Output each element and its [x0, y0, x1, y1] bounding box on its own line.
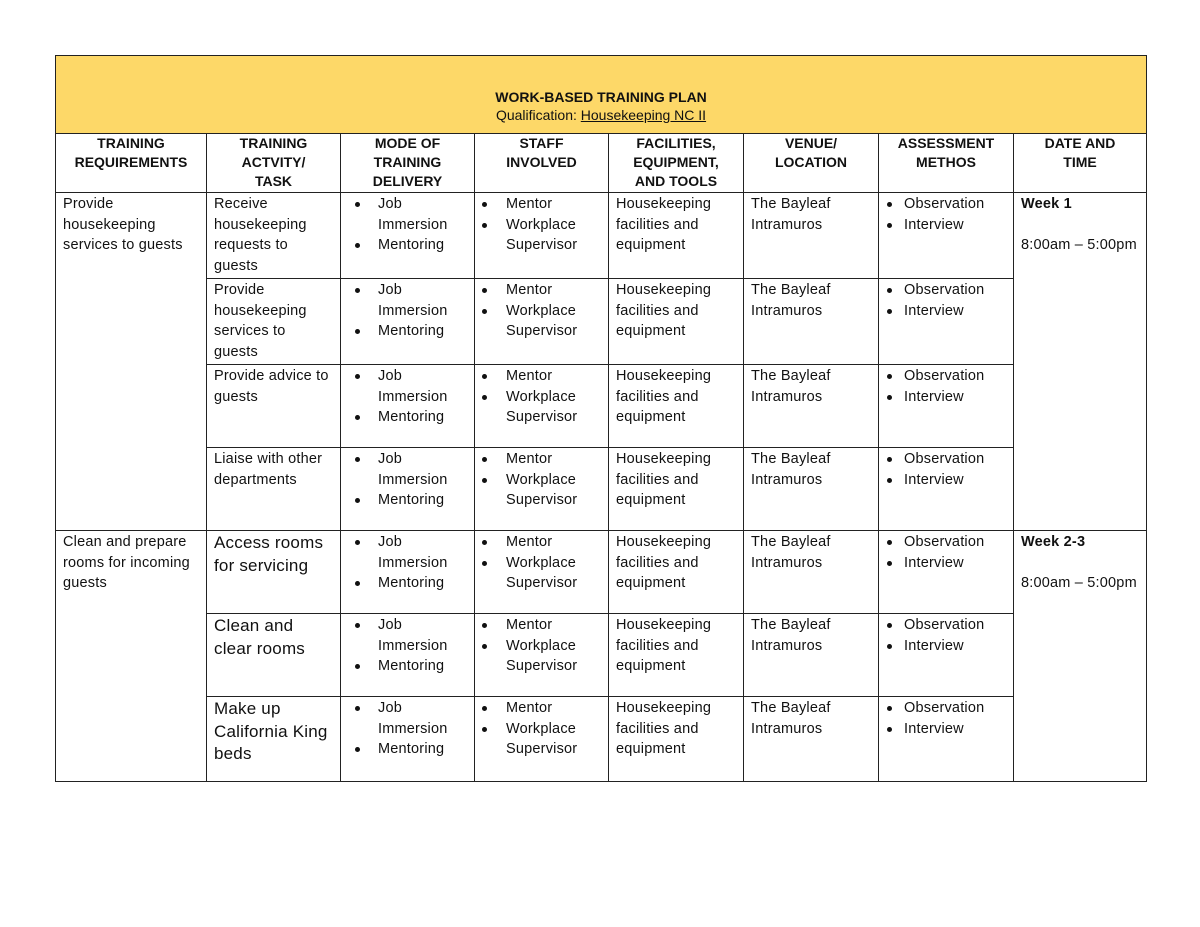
assessment-item: [879, 387, 1013, 408]
table-row: [56, 614, 1147, 697]
staff-text: Workplace Supervisor: [506, 471, 578, 508]
spacer: [1021, 215, 1139, 235]
assessment-cell: [879, 614, 1014, 697]
staff-list: [475, 193, 608, 256]
spacer: [1021, 553, 1139, 573]
header-training-activity: TRAINING ACTVITY/ TASK: [207, 134, 341, 193]
bullet-icon: [887, 727, 892, 732]
assessment-text: Interview: [904, 637, 964, 654]
staff-item: [475, 280, 608, 301]
activity-cell: [207, 279, 341, 365]
bullet-icon: [355, 457, 360, 462]
venue-text: The Bayleaf Intramuros: [751, 451, 831, 488]
date-time-cell: [1014, 531, 1147, 782]
bullet-icon: [482, 288, 487, 293]
staff-list: [475, 531, 608, 594]
assessment-cell: [879, 193, 1014, 279]
date-time-content: [1014, 193, 1146, 255]
facilities-text: Housekeeping facilities and equipment: [616, 451, 712, 508]
bullet-icon: [887, 706, 892, 711]
bullet-icon: [887, 457, 892, 462]
bullet-icon: [482, 644, 487, 649]
staff-text: Mentor: [506, 196, 553, 212]
mode-list: [341, 193, 474, 256]
bullet-icon: [887, 478, 892, 483]
venue-cell: [744, 614, 879, 697]
mode-item: [341, 321, 474, 342]
bullet-icon: [887, 395, 892, 400]
training-requirement-cell: [56, 531, 207, 782]
bullet-icon: [887, 202, 892, 207]
assessment-item: [879, 215, 1013, 236]
staff-item: [475, 698, 608, 719]
bullet-icon: [355, 243, 360, 248]
facilities-cell: [609, 365, 744, 448]
week-label: Week 1: [1021, 196, 1072, 212]
week-label: Week 2-3: [1021, 534, 1086, 550]
staff-item: [475, 449, 608, 470]
assessment-list: [879, 614, 1013, 656]
mode-text: Job Immersion: [378, 617, 448, 654]
date-time-content: [1014, 531, 1146, 593]
bullet-icon: [482, 457, 487, 462]
mode-text: Mentoring: [378, 409, 445, 425]
staff-item: [475, 387, 608, 428]
staff-text: Workplace Supervisor: [506, 554, 578, 591]
assessment-item: [879, 280, 1013, 301]
bullet-icon: [482, 309, 487, 314]
mode-text: Job Immersion: [378, 282, 448, 319]
activity-cell: [207, 614, 341, 697]
mode-text: Job Immersion: [378, 451, 448, 488]
staff-text: Workplace Supervisor: [506, 720, 578, 757]
bullet-icon: [482, 540, 487, 545]
staff-list: [475, 279, 608, 342]
staff-item: [475, 301, 608, 342]
assessment-text: Observation: [904, 534, 985, 550]
mode-item: [341, 615, 474, 656]
header-date-time: DATE AND TIME: [1014, 134, 1147, 193]
staff-list: [475, 614, 608, 677]
mode-cell: [341, 193, 475, 279]
staff-cell: [475, 365, 609, 448]
bullet-icon: [355, 706, 360, 711]
assessment-text: Observation: [904, 282, 985, 298]
activity-cell: [207, 365, 341, 448]
qualification-label: Qualification:: [495, 106, 581, 123]
bullet-icon: [355, 498, 360, 503]
header-mode-of-delivery: MODE OF TRAINING DELIVERY: [341, 134, 475, 193]
staff-text: Mentor: [506, 617, 553, 633]
assessment-text: Interview: [904, 302, 964, 319]
bullet-icon: [887, 623, 892, 628]
header-facilities: FACILITIES, EQUIPMENT, AND TOOLS: [609, 134, 744, 193]
date-time-cell: [1014, 193, 1147, 531]
venue-cell: [744, 365, 879, 448]
assessment-item: [879, 553, 1013, 574]
mode-list: [341, 697, 474, 760]
venue-text: The Bayleaf Intramuros: [751, 368, 831, 405]
mode-cell: [341, 279, 475, 365]
assessment-text: Observation: [904, 196, 985, 212]
assessment-item: [879, 532, 1013, 553]
assessment-item: [879, 719, 1013, 740]
training-requirement-text: Provide housekeeping services to guests: [63, 196, 183, 253]
assessment-cell: [879, 531, 1014, 614]
facilities-text: Housekeeping facilities and equipment: [616, 368, 712, 425]
bullet-icon: [887, 644, 892, 649]
venue-text: The Bayleaf Intramuros: [751, 534, 831, 571]
staff-cell: [475, 279, 609, 365]
bullet-icon: [482, 561, 487, 566]
mode-text: Mentoring: [378, 237, 445, 253]
header-staff-involved: STAFF INVOLVED: [475, 134, 609, 193]
time-label: 8:00am – 5:00pm: [1021, 236, 1137, 253]
bullet-icon: [482, 706, 487, 711]
bullet-icon: [482, 395, 487, 400]
venue-text: The Bayleaf Intramuros: [751, 617, 831, 654]
staff-cell: [475, 614, 609, 697]
header-row: [56, 134, 1147, 193]
training-requirement-text: Clean and prepare rooms for incoming guests: [63, 534, 190, 591]
mode-item: [341, 449, 474, 490]
mode-text: Job Immersion: [378, 196, 448, 233]
table-row: [56, 448, 1147, 531]
mode-cell: [341, 697, 475, 782]
assessment-item: [879, 366, 1013, 387]
training-plan-table: [55, 55, 1147, 782]
bullet-icon: [355, 288, 360, 293]
staff-text: Mentor: [506, 534, 553, 550]
bullet-icon: [355, 581, 360, 586]
staff-item: [475, 615, 608, 636]
mode-item: [341, 235, 474, 256]
staff-item: [475, 366, 608, 387]
facilities-text: Housekeeping facilities and equipment: [616, 282, 712, 339]
assessment-text: Interview: [904, 388, 964, 405]
bullet-icon: [482, 623, 487, 628]
staff-item: [475, 215, 608, 256]
mode-text: Job Immersion: [378, 368, 448, 405]
staff-cell: [475, 531, 609, 614]
bullet-icon: [355, 540, 360, 545]
table-row: [56, 279, 1147, 365]
venue-text: The Bayleaf Intramuros: [751, 700, 831, 737]
assessment-item: [879, 194, 1013, 215]
staff-list: [475, 697, 608, 760]
bullet-icon: [355, 623, 360, 628]
facilities-text: Housekeeping facilities and equipment: [616, 700, 712, 757]
staff-text: Workplace Supervisor: [506, 302, 578, 339]
mode-text: Mentoring: [378, 658, 445, 674]
training-requirement-cell: [56, 193, 207, 531]
mode-item: [341, 490, 474, 511]
activity-text: Liaise with other departments: [214, 451, 323, 488]
activity-text: Provide housekeeping services to guests: [214, 282, 307, 360]
assessment-text: Observation: [904, 368, 985, 384]
facilities-cell: [609, 697, 744, 782]
assessment-item: [879, 449, 1013, 470]
bullet-icon: [355, 374, 360, 379]
assessment-item: [879, 301, 1013, 322]
assessment-cell: [879, 448, 1014, 531]
bullet-icon: [887, 374, 892, 379]
activity-text: Receive housekeeping requests to guests: [214, 196, 307, 274]
venue-text: The Bayleaf Intramuros: [751, 196, 831, 233]
assessment-list: [879, 193, 1013, 235]
staff-item: [475, 532, 608, 553]
bullet-icon: [482, 202, 487, 207]
activity-text: Clean and clear rooms: [214, 616, 306, 658]
plan-title: WORK-BASED TRAINING PLAN: [495, 88, 707, 105]
assessment-text: Interview: [904, 216, 964, 233]
facilities-cell: [609, 531, 744, 614]
table-row: [56, 193, 1147, 279]
assessment-item: [879, 636, 1013, 657]
assessment-text: Interview: [904, 720, 964, 737]
mode-text: Mentoring: [378, 323, 445, 339]
staff-item: [475, 553, 608, 594]
title-banner: [56, 56, 1147, 134]
staff-text: Mentor: [506, 368, 553, 384]
assessment-cell: [879, 697, 1014, 782]
bullet-icon: [482, 374, 487, 379]
assessment-text: Observation: [904, 617, 985, 633]
facilities-text: Housekeeping facilities and equipment: [616, 617, 712, 674]
bullet-icon: [887, 309, 892, 314]
facilities-cell: [609, 193, 744, 279]
staff-list: [475, 448, 608, 511]
assessment-text: Observation: [904, 700, 985, 716]
mode-item: [341, 280, 474, 321]
assessment-list: [879, 448, 1013, 490]
bullet-icon: [887, 561, 892, 566]
assessment-cell: [879, 279, 1014, 365]
assessment-list: [879, 697, 1013, 739]
qualification-line: [56, 107, 1146, 123]
mode-text: Mentoring: [378, 492, 445, 508]
venue-cell: [744, 448, 879, 531]
activity-cell: [207, 193, 341, 279]
mode-item: [341, 194, 474, 235]
bullet-icon: [355, 415, 360, 420]
facilities-cell: [609, 279, 744, 365]
mode-list: [341, 448, 474, 511]
mode-item: [341, 366, 474, 407]
mode-list: [341, 614, 474, 677]
bullet-icon: [887, 288, 892, 293]
staff-text: Workplace Supervisor: [506, 216, 578, 253]
mode-item: [341, 573, 474, 594]
venue-cell: [744, 697, 879, 782]
venue-cell: [744, 193, 879, 279]
bullet-icon: [482, 478, 487, 483]
bullet-icon: [482, 223, 487, 228]
table-row: [56, 365, 1147, 448]
staff-item: [475, 470, 608, 511]
activity-cell: [207, 531, 341, 614]
staff-cell: [475, 448, 609, 531]
activity-cell: [207, 448, 341, 531]
mode-item: [341, 407, 474, 428]
header-venue: VENUE/ LOCATION: [744, 134, 879, 193]
staff-item: [475, 719, 608, 760]
assessment-cell: [879, 365, 1014, 448]
table-row: [56, 531, 1147, 614]
header-training-requirements: TRAINING REQUIREMENTS: [56, 134, 207, 193]
qualification-value: Housekeeping NC II: [580, 106, 707, 123]
staff-text: Mentor: [506, 282, 553, 298]
mode-text: Job Immersion: [378, 534, 448, 571]
staff-item: [475, 194, 608, 215]
venue-text: The Bayleaf Intramuros: [751, 282, 831, 319]
header-assessment: ASSESSMENT METHOS: [879, 134, 1014, 193]
staff-text: Mentor: [506, 451, 553, 467]
staff-list: [475, 365, 608, 428]
mode-list: [341, 531, 474, 594]
venue-cell: [744, 531, 879, 614]
staff-text: Mentor: [506, 700, 553, 716]
table-row: [56, 697, 1147, 782]
mode-item: [341, 656, 474, 677]
mode-text: Job Immersion: [378, 700, 448, 737]
facilities-cell: [609, 448, 744, 531]
bullet-icon: [482, 727, 487, 732]
mode-list: [341, 365, 474, 428]
assessment-item: [879, 698, 1013, 719]
mode-cell: [341, 531, 475, 614]
mode-cell: [341, 448, 475, 531]
staff-cell: [475, 193, 609, 279]
assessment-text: Observation: [904, 451, 985, 467]
staff-text: Workplace Supervisor: [506, 637, 578, 674]
mode-cell: [341, 614, 475, 697]
activity-text: Make up California King beds: [214, 699, 328, 763]
facilities-text: Housekeeping facilities and equipment: [616, 196, 712, 253]
mode-list: [341, 279, 474, 342]
assessment-text: Interview: [904, 471, 964, 488]
assessment-item: [879, 615, 1013, 636]
bullet-icon: [355, 664, 360, 669]
staff-cell: [475, 697, 609, 782]
assessment-list: [879, 365, 1013, 407]
facilities-text: Housekeeping facilities and equipment: [616, 534, 712, 591]
assessment-list: [879, 531, 1013, 573]
mode-text: Mentoring: [378, 741, 445, 757]
bullet-icon: [355, 202, 360, 207]
mode-item: [341, 532, 474, 573]
staff-text: Workplace Supervisor: [506, 388, 578, 425]
assessment-list: [879, 279, 1013, 321]
assessment-item: [879, 470, 1013, 491]
mode-cell: [341, 365, 475, 448]
bullet-icon: [355, 329, 360, 334]
bullet-icon: [355, 747, 360, 752]
assessment-text: Interview: [904, 554, 964, 571]
mode-item: [341, 739, 474, 760]
activity-cell: [207, 697, 341, 782]
mode-item: [341, 698, 474, 739]
time-label: 8:00am – 5:00pm: [1021, 574, 1137, 591]
bullet-icon: [887, 540, 892, 545]
activity-text: Provide advice to guests: [214, 368, 329, 405]
activity-text: Access rooms for servicing: [214, 533, 324, 575]
facilities-cell: [609, 614, 744, 697]
staff-item: [475, 636, 608, 677]
bullet-icon: [887, 223, 892, 228]
venue-cell: [744, 279, 879, 365]
mode-text: Mentoring: [378, 575, 445, 591]
